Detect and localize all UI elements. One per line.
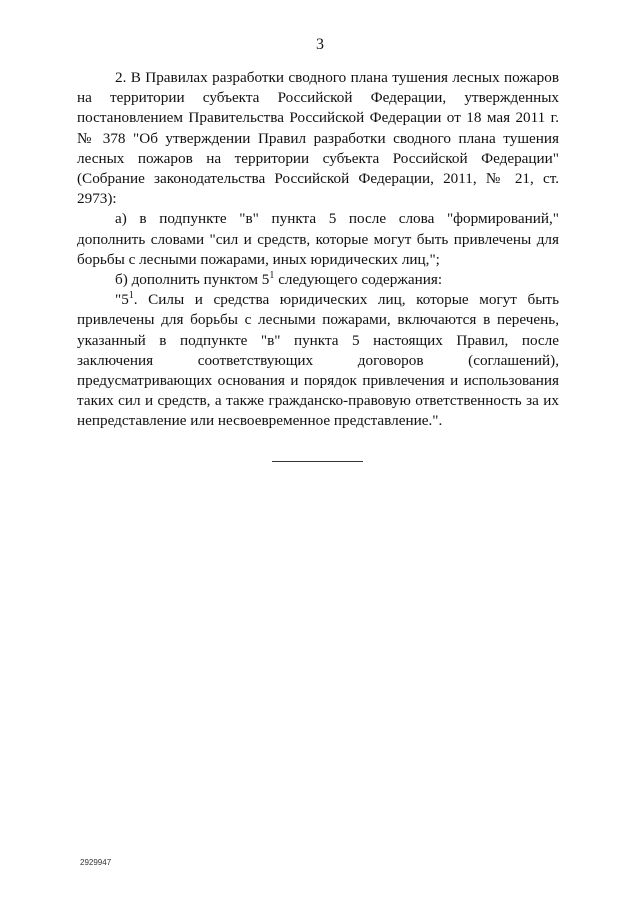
new-point-number: "5 xyxy=(115,291,129,309)
page-number: 3 xyxy=(316,36,324,53)
paragraph-new-point xyxy=(77,290,559,431)
new-point-text: . Силы и средства юридических лиц, которые могут быть привлечены для борьбы с лесными пожарами, включаются в перечень, указанный в подпункте "в" пункта 5 настоящих Правил, после заключения соответствующих договоров (соглашений), предусматривающих основания и порядок привлечения и использования таких сил и средств, а также гражданско-правовую ответственность за их непредставление или несвоевременное представление.". xyxy=(77,291,559,430)
subitem-b-text: б) дополнить пунктом 5 xyxy=(115,271,270,289)
end-divider xyxy=(272,461,363,462)
paragraph-item-2: 2. В Правилах разработки сводного плана тушения лесных пожаров на территории субъекта Российской Федерации, утвержденных постановлением Правительства Российской Федерации от 18 мая 2011 г. № 378 "Об утверждении Правил разработки сводного плана тушения лесных пожаров на территории субъекта Российской Федерации" (Собрание законодательства Российской Федерации, 2011, № 21, ст. 2973): xyxy=(77,69,559,208)
paragraph-subitem-a: а) в подпункте "в" пункта 5 после слова "формирований," дополнить словами "сил и средств, которые могут быть привлечены для борьбы с лесными пожарами, иных юридических лиц,"; xyxy=(77,210,559,268)
document-body xyxy=(77,68,559,432)
subitem-b-superscript: 1 xyxy=(269,270,275,282)
document-id: 2929947 xyxy=(80,858,112,867)
subitem-b-text-end: следующего содержания: xyxy=(274,271,443,289)
paragraph-subitem-b xyxy=(77,270,559,290)
new-point-superscript: 1 xyxy=(128,290,134,302)
